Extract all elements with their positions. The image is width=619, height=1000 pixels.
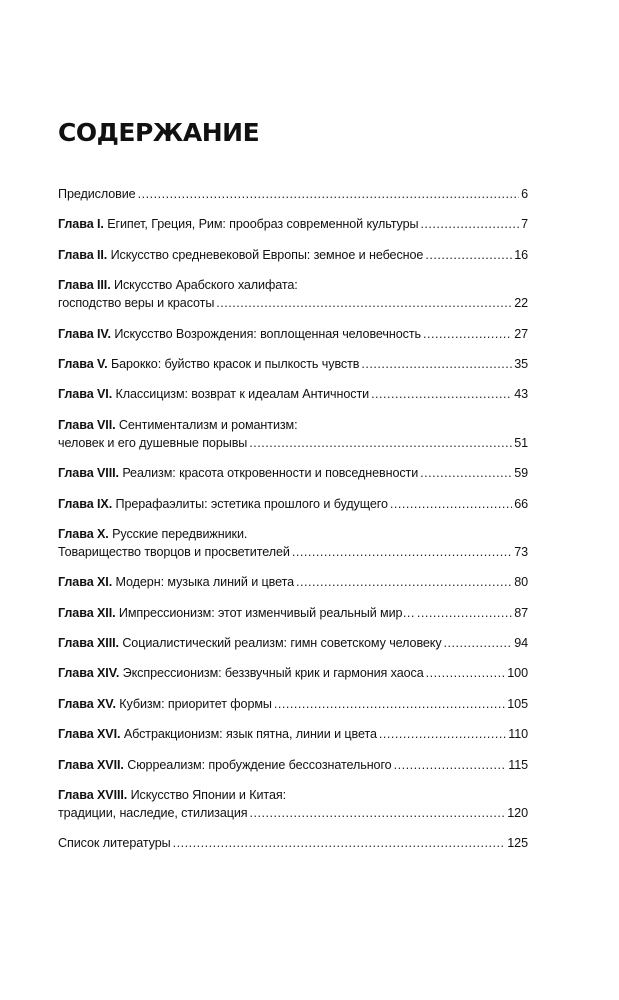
toc-entry[interactable] (58, 185, 528, 203)
chapter-title: Барокко: буйство красок и пылкость чувств (110, 356, 360, 371)
chapter-label: Глава V. (58, 356, 108, 371)
chapter-label: Глава I. (58, 217, 104, 232)
toc-entry-text (58, 664, 424, 682)
toc-entry-first-line (58, 525, 528, 543)
chapter-title: Импрессионизм: этот изменчивый реальный мир… (118, 605, 415, 620)
toc-entry[interactable] (58, 416, 528, 452)
toc-entry-row (58, 246, 528, 264)
page-number: 94 (514, 636, 528, 651)
dot-leader (250, 804, 506, 822)
page-number: 59 (514, 466, 528, 481)
toc-entry-row (58, 634, 528, 652)
toc-entry-first-line (58, 276, 528, 294)
page-number: 115 (508, 757, 528, 772)
page-number: 7 (521, 217, 528, 232)
toc-entry-row (58, 434, 528, 452)
dot-leader (379, 725, 506, 743)
page-number: 51 (514, 435, 528, 450)
page-number: 27 (514, 326, 528, 341)
chapter-title: Товарищество творцов и просветителей (58, 544, 290, 559)
toc-entry[interactable] (58, 756, 528, 774)
toc-entry-text (58, 495, 388, 513)
dot-leader (371, 385, 512, 403)
toc-entry[interactable] (58, 634, 528, 652)
dot-leader (296, 573, 512, 591)
toc-entry-text (58, 325, 421, 343)
dot-leader (292, 543, 512, 561)
toc-entry[interactable] (58, 786, 528, 822)
toc-entry[interactable] (58, 355, 528, 373)
dot-leader (444, 634, 513, 652)
chapter-title-line1: Искусство Арабского халифата: (114, 278, 298, 293)
chapter-title: Предисловие (58, 187, 136, 201)
chapter-label: Глава XVIII. (58, 788, 128, 803)
toc-entry-row (58, 604, 528, 622)
toc-entry-text (58, 185, 136, 203)
chapter-title: Список литературы (58, 836, 171, 851)
dot-leader (173, 834, 506, 852)
chapter-title: Абстракционизм: язык пятна, линии и цвета (123, 727, 377, 742)
chapter-label: Глава XIV. (58, 666, 120, 681)
toc-entry-text (58, 804, 248, 822)
chapter-title: Сюрреализм: пробуждение бессознательного (127, 757, 392, 772)
dot-leader (420, 464, 512, 482)
page-number: 110 (508, 727, 528, 742)
toc-entry[interactable] (58, 464, 528, 482)
toc-entry[interactable] (58, 495, 528, 513)
toc-entry[interactable] (58, 695, 528, 713)
toc-entry-row (58, 725, 528, 743)
chapter-title: Кубизм: приоритет формы (119, 696, 272, 711)
dot-leader (417, 604, 512, 622)
chapter-label: Глава II. (58, 247, 108, 262)
toc-entry[interactable] (58, 215, 528, 233)
toc-entry-text (58, 756, 392, 774)
dot-leader (216, 294, 512, 312)
dot-leader (423, 325, 512, 343)
toc-entry-text (58, 215, 418, 233)
page-number: 125 (507, 836, 528, 851)
toc-entry-row (58, 834, 528, 852)
toc-entry-row (58, 385, 528, 403)
page-number: 100 (507, 666, 528, 681)
toc-entry-text (58, 434, 247, 452)
chapter-label: Глава XVII. (58, 757, 124, 772)
chapter-title: Классицизм: возврат к идеалам Античности (115, 387, 370, 402)
toc-entry-row (58, 664, 528, 682)
toc-entry[interactable] (58, 834, 528, 852)
chapter-label: Глава X. (58, 526, 109, 541)
chapter-title: традиции, наследие, стилизация (58, 806, 248, 821)
toc-entry-row (58, 756, 528, 774)
toc-entry[interactable] (58, 325, 528, 343)
toc-entry-text (58, 725, 377, 743)
chapter-label: Глава III. (58, 278, 111, 293)
page-number: 6 (521, 187, 528, 201)
page-number: 43 (514, 387, 528, 402)
chapter-label: Глава XV. (58, 696, 116, 711)
chapter-label: Глава VI. (58, 387, 113, 402)
page-number: 16 (514, 247, 528, 262)
toc-entry[interactable] (58, 246, 528, 264)
chapter-title-line1: Сентиментализм и романтизм: (118, 417, 298, 432)
dot-leader (249, 434, 512, 452)
toc-entry[interactable] (58, 385, 528, 403)
chapter-title: Реализм: красота откровенности и повседневности (122, 466, 419, 481)
toc-entry-text (58, 294, 214, 312)
chapter-title: Искусство средневековой Европы: земное и небесное (110, 247, 424, 262)
toc-entry[interactable] (58, 664, 528, 682)
chapter-title: Прерафаэлиты: эстетика прошлого и будущего (115, 496, 388, 511)
dot-leader (138, 185, 520, 203)
toc-entry-row (58, 573, 528, 591)
toc-entry-first-line (58, 416, 528, 434)
page-number: 35 (514, 356, 528, 371)
toc-entry-row (58, 325, 528, 343)
toc-entry-text (58, 464, 418, 482)
toc-entry-text (58, 604, 415, 622)
toc-entry[interactable] (58, 725, 528, 743)
dot-leader (426, 664, 506, 682)
chapter-label: Глава IX. (58, 496, 113, 511)
chapter-title-line1: Искусство Японии и Китая: (130, 788, 286, 803)
chapter-title: Экспрессионизм: беззвучный крик и гармония хаоса (122, 666, 424, 681)
chapter-label: Глава VII. (58, 417, 116, 432)
page-number: 66 (514, 496, 528, 511)
toc-entry-row (58, 355, 528, 373)
dot-leader (274, 695, 505, 713)
toc-entry-text (58, 634, 442, 652)
toc-entry-first-line (58, 786, 528, 804)
page-number: 73 (514, 544, 528, 559)
toc-entry-text (58, 834, 171, 852)
toc-entry-row (58, 294, 528, 312)
chapter-label: Глава IV. (58, 326, 111, 341)
toc-entry[interactable] (58, 276, 528, 312)
toc-entry-row (58, 464, 528, 482)
page-number: 22 (514, 296, 528, 311)
chapter-label: Глава XII. (58, 605, 116, 620)
chapter-title: человек и его душевные порывы (58, 435, 248, 450)
chapter-label: Глава VIII. (58, 466, 119, 481)
dot-leader (394, 756, 507, 774)
chapter-title: Искусство Возрождения: воплощенная человечность (114, 326, 421, 341)
chapter-label: Глава XI. (58, 575, 113, 590)
toc-entry-row (58, 543, 528, 561)
page-number: 80 (514, 575, 528, 590)
toc-entry-row (58, 695, 528, 713)
toc-entry-text (58, 543, 290, 561)
chapter-label: Глава XVI. (58, 727, 121, 742)
dot-leader (425, 246, 512, 264)
toc-entry-text (58, 355, 359, 373)
chapter-label: Глава XIII. (58, 636, 119, 651)
toc-entry-row (58, 804, 528, 822)
chapter-title: Модерн: музыка линий и цвета (115, 575, 294, 590)
toc-list (58, 185, 528, 852)
dot-leader (420, 215, 519, 233)
page-number: 87 (514, 605, 528, 620)
toc-entry[interactable] (58, 525, 528, 561)
toc-entry-text (58, 246, 423, 264)
page-number: 120 (507, 806, 528, 821)
chapter-title: господство веры и красоты (58, 296, 215, 311)
toc-entry-row (58, 495, 528, 513)
toc-entry-text (58, 573, 294, 591)
dot-leader (390, 495, 512, 513)
toc-entry-text (58, 385, 369, 403)
table-of-contents (58, 185, 528, 865)
toc-entry-row (58, 215, 528, 233)
page-number: 105 (507, 696, 528, 711)
chapter-title-line1: Русские передвижники. (112, 526, 248, 541)
toc-entry[interactable] (58, 573, 528, 591)
page-title: СОДЕРЖАНИЕ (58, 118, 260, 147)
toc-entry-row (58, 185, 528, 203)
chapter-title: Египет, Греция, Рим: прообраз современной культуры (107, 217, 419, 232)
dot-leader (361, 355, 512, 373)
toc-entry[interactable] (58, 604, 528, 622)
chapter-title: Социалистический реализм: гимн советскому человеку (122, 636, 442, 651)
toc-entry-text (58, 695, 272, 713)
